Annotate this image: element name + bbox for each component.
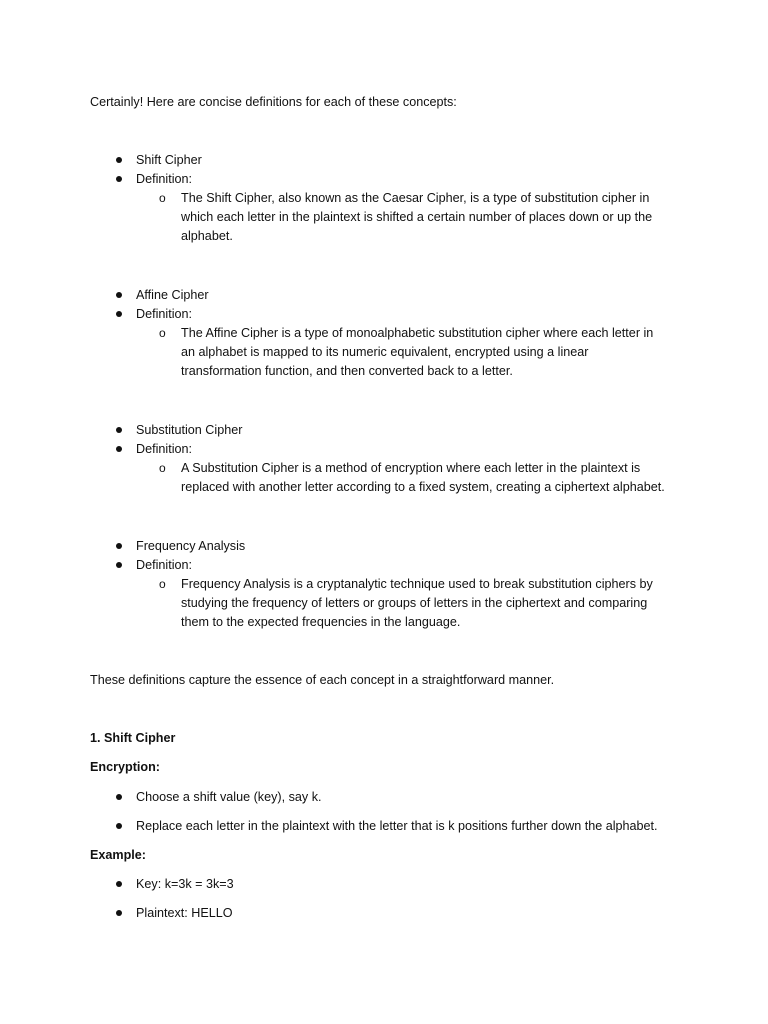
bullet-icon [116,823,122,829]
bullet-icon [116,446,122,452]
bullet-icon [116,910,122,916]
definition-line: an alphabet is mapped to its numeric equivalent, encrypted using a linear [181,345,589,359]
bullet-icon [116,794,122,800]
bullet-icon [116,881,122,887]
sub-bullet-icon: o [159,326,166,340]
bullet-icon [116,176,122,182]
definition-line: studying the frequency of letters or groups of letters in the ciphertext and comparing [181,596,648,610]
definition-label: Definition: [136,172,193,186]
example-label: Example: [90,848,146,862]
definition-line: replaced with another letter according to a fixed system, creating a ciphertext alphabet. [181,480,665,494]
sub-bullet-icon: o [159,577,166,591]
sub-bullet-icon: o [159,191,166,205]
sub-bullet-icon: o [159,461,166,475]
definition-line: transformation function, and then converted back to a letter. [181,364,513,378]
term-frequency-analysis: Frequency Analysis [136,539,246,553]
encryption-step: Choose a shift value (key), say k. [136,790,322,804]
bullet-icon [116,311,122,317]
encryption-label: Encryption: [90,760,160,774]
bullet-icon [116,427,122,433]
example-item: Plaintext: HELLO [136,906,233,920]
section-heading: 1. Shift Cipher [90,731,176,745]
example-item: Key: k=3k = 3k=3 [136,877,234,891]
bullet-icon [116,562,122,568]
definition-line: alphabet. [181,229,233,243]
bullet-icon [116,292,122,298]
definition-label: Definition: [136,558,193,572]
term-substitution-cipher: Substitution Cipher [136,423,243,437]
summary-text: These definitions capture the essence of each concept in a straightforward manner. [90,673,555,687]
definition-label: Definition: [136,442,193,456]
bullet-icon [116,543,122,549]
definition-line: which each letter in the plaintext is shifted a certain number of places down or up the [181,210,653,224]
definition-line: The Affine Cipher is a type of monoalphabetic substitution cipher where each letter in [181,326,654,340]
bullet-icon [116,157,122,163]
term-affine-cipher: Affine Cipher [136,288,209,302]
term-shift-cipher: Shift Cipher [136,153,202,167]
encryption-step: Replace each letter in the plaintext with the letter that is k positions further down the alphabet. [136,819,658,833]
definition-line: A Substitution Cipher is a method of encryption where each letter in the plaintext is [181,461,641,475]
definition-line: The Shift Cipher, also known as the Caesar Cipher, is a type of substitution cipher in [181,191,650,205]
definition-label: Definition: [136,307,193,321]
definition-line: them to the expected frequencies in the language. [181,615,461,629]
definition-line: Frequency Analysis is a cryptanalytic technique used to break substitution ciphers by [181,577,653,591]
intro-text: Certainly! Here are concise definitions for each of these concepts: [90,95,457,109]
